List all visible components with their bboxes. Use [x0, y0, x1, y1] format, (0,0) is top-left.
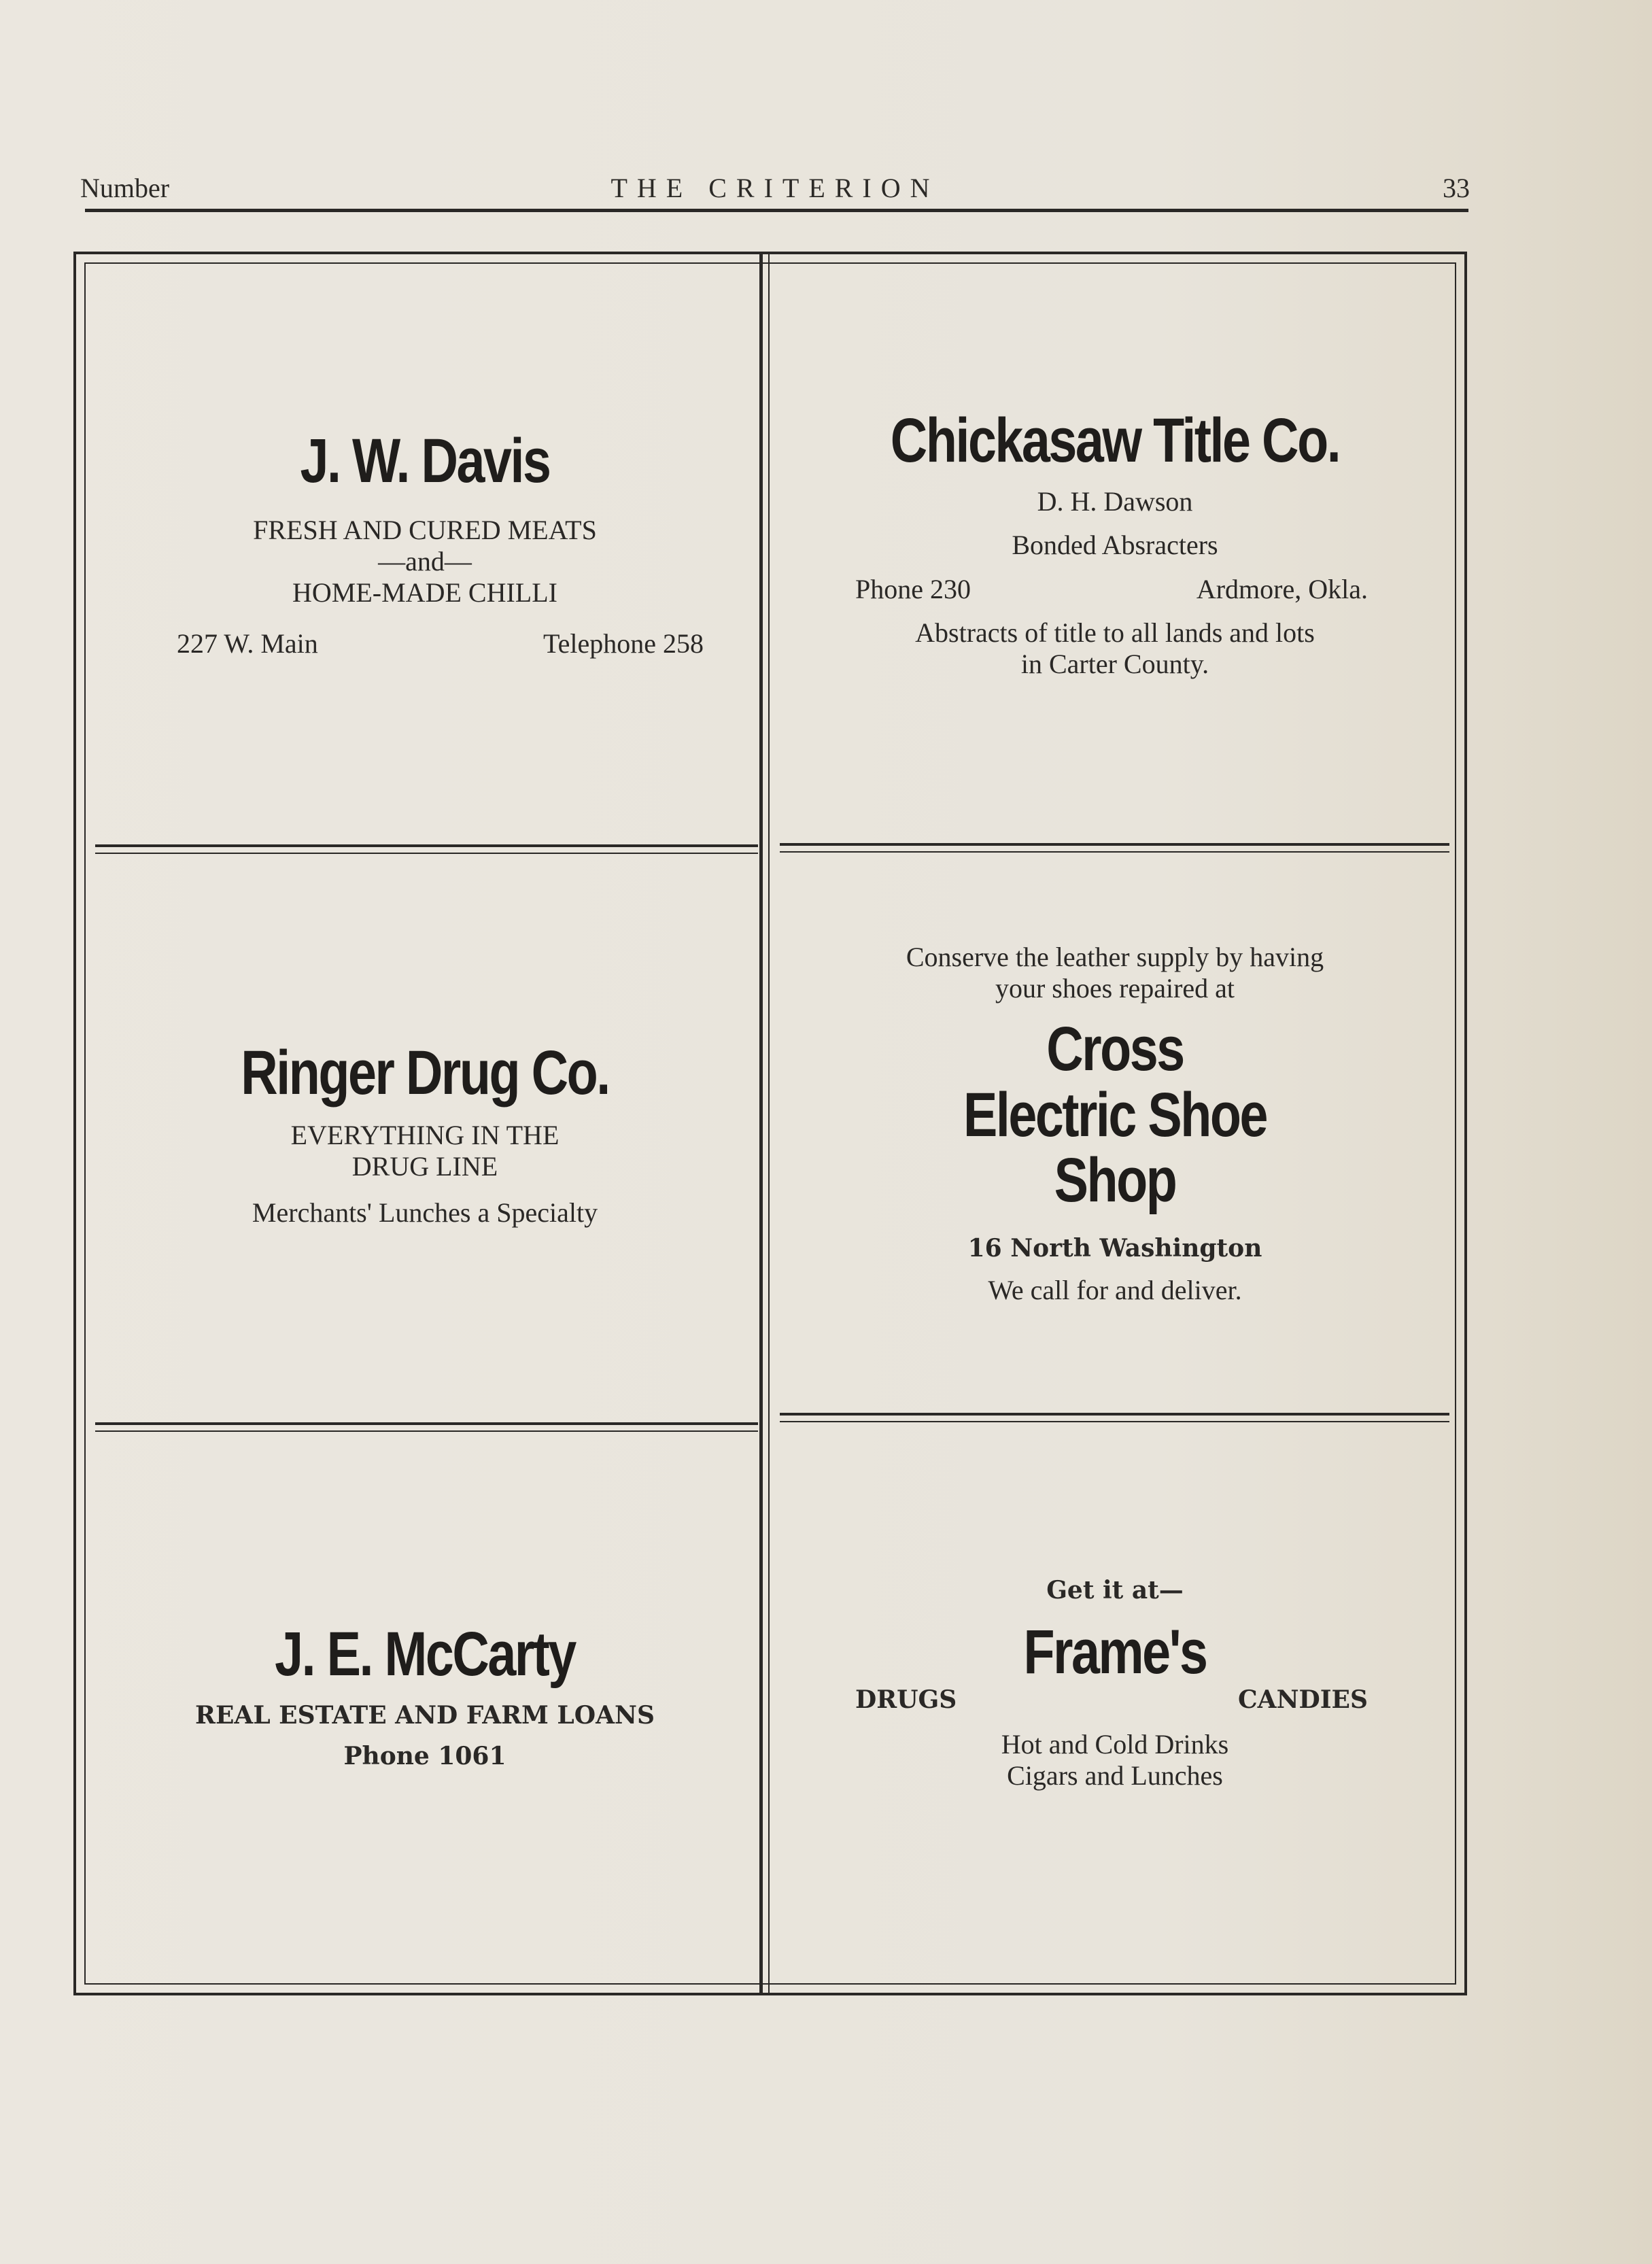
running-header [80, 167, 1470, 209]
ad-ringer-line3: Merchants' Lunches a Specialty [252, 1197, 598, 1228]
ad-frames-right: CANDIES [1238, 1685, 1368, 1714]
ad-ringer-line1: EVERYTHING IN THE [290, 1119, 560, 1150]
ad-frames-intro: Get it at— [1046, 1576, 1184, 1605]
ad-davis [92, 428, 758, 659]
ad-davis-line3: HOME-MADE CHILLI [292, 577, 557, 608]
row-divider-right-1-thin [780, 851, 1449, 853]
journal-title: THE CRITERION [610, 173, 940, 203]
row-divider-right-1 [780, 843, 1449, 846]
ad-chickasaw-contact [855, 573, 1368, 605]
ad-mccarty-phone: Phone 1061 [343, 1741, 506, 1770]
ad-cross-tagline: We call for and deliver. [988, 1274, 1242, 1305]
ad-chickasaw-phone: Phone 230 [855, 573, 971, 604]
ad-mccarty-line1: REAL ESTATE AND FARM LOANS [195, 1700, 655, 1730]
ad-cross-intro2: your shoes repaired at [995, 973, 1235, 1004]
ad-ringer-name: Ringer Drug Co. [241, 1038, 609, 1108]
ad-ringer [92, 1040, 758, 1229]
row-divider-right-2 [780, 1413, 1449, 1416]
ad-frames-categories [855, 1685, 1368, 1714]
row-divider-right-2-thin [780, 1421, 1449, 1422]
ad-chickasaw-desc2: in Carter County. [1020, 648, 1209, 679]
ad-chickasaw-role: Bonded Absracters [1012, 529, 1218, 560]
ad-frames-left: DRUGS [855, 1685, 957, 1714]
ad-davis-phone: Telephone 258 [543, 628, 704, 659]
ad-frames-line2: Cigars and Lunches [1007, 1760, 1223, 1791]
ad-davis-address: 227 W. Main [177, 628, 318, 659]
row-divider-left-1-thin [95, 853, 758, 854]
ad-cross-intro1: Conserve the leather supply by having [906, 942, 1324, 972]
ad-chickasaw-city: Ardmore, Okla. [1196, 573, 1368, 604]
ad-chickasaw-person: D. H. Dawson [1037, 485, 1193, 517]
ad-chickasaw [775, 408, 1455, 680]
page-number: 33 [1443, 173, 1470, 203]
ad-chickasaw-desc1: Abstracts of title to all lands and lots [915, 617, 1315, 648]
column-divider-thin [768, 254, 770, 1993]
row-divider-left-2 [95, 1422, 758, 1425]
ad-chickasaw-name: Chickasaw Title Co. [890, 406, 1340, 475]
row-divider-left-2-thin [95, 1430, 758, 1432]
ad-davis-line2: —and— [378, 545, 472, 577]
ad-davis-contact [177, 628, 704, 659]
ad-cross-name3: Shop [1054, 1146, 1176, 1216]
header-rule [85, 209, 1468, 212]
header-label: Number [80, 173, 170, 203]
ad-mccarty-name: J. E. McCarty [275, 1619, 575, 1689]
ad-cross-name2: Electric Shoe [963, 1080, 1267, 1150]
ad-ringer-line2: DRUG LINE [351, 1150, 498, 1182]
ad-davis-name: J. W. Davis [300, 426, 550, 496]
row-divider-left-1 [95, 844, 758, 847]
ad-mccarty [92, 1619, 758, 1770]
ad-davis-line1: FRESH AND CURED MEATS [253, 514, 597, 545]
ad-frames [775, 1576, 1455, 1791]
ad-cross-name1: Cross [1046, 1014, 1184, 1084]
ad-cross-address: 16 North Washington [967, 1233, 1262, 1263]
ad-cross [775, 942, 1455, 1306]
ad-frames-line1: Hot and Cold Drinks [1001, 1728, 1229, 1760]
ad-frames-name: Frame's [1023, 1617, 1207, 1687]
column-divider [759, 254, 763, 1993]
